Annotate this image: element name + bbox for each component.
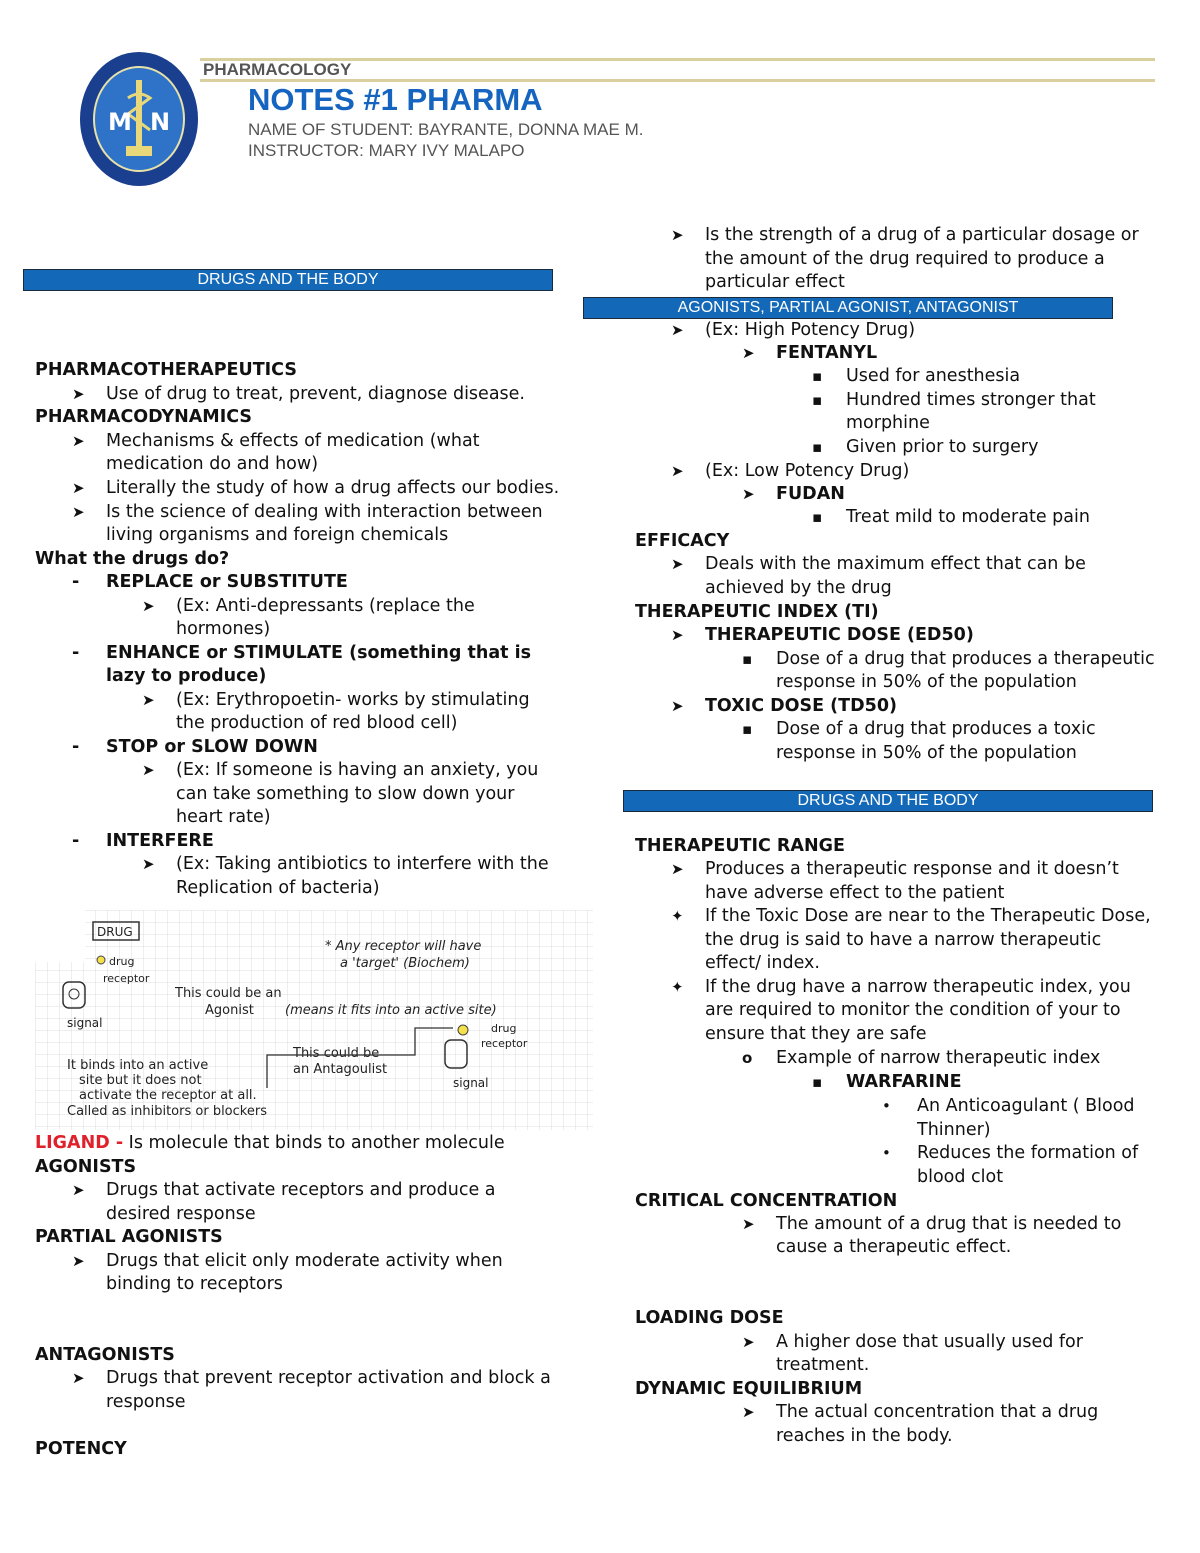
page-title: NOTES #1 PHARMA [248, 82, 543, 117]
sketch-label: receptor [481, 1037, 528, 1050]
list-item: Given prior to surgery [846, 437, 1039, 457]
list-item: Replication of bacteria) [176, 878, 380, 898]
section-bar-agonists: AGONISTS, PARTIAL AGONIST, ANTAGONIST [583, 297, 1113, 319]
heading-therapeutic-range: THERAPEUTIC RANGE [635, 836, 845, 856]
list-item: blood clot [917, 1167, 1004, 1187]
heading-pharmacodynamics: PHARMACODYNAMICS [35, 407, 252, 427]
list-item: The actual concentration that a drug [776, 1402, 1099, 1422]
arrow-bullet-icon: ➤ [142, 761, 155, 779]
circle-bullet-icon: o [742, 1049, 753, 1067]
student-name: NAME OF STUDENT: BAYRANTE, DONNA MAE M. [248, 120, 644, 139]
arrow-bullet-icon: ➤ [671, 626, 684, 644]
arrow-bullet-icon: ➤ [72, 432, 85, 450]
square-bullet-icon: ▪ [812, 1073, 823, 1091]
square-bullet-icon: ▪ [812, 367, 823, 385]
heading-partial-agonists: PARTIAL AGONISTS [35, 1227, 223, 1247]
dot-bullet-icon: • [882, 1097, 891, 1115]
list-item: Deals with the maximum effect that can be [705, 554, 1086, 574]
list-item: Is the science of dealing with interaction between [106, 502, 543, 522]
list-item: response in 50% of the population [776, 672, 1077, 692]
list-item: are required to monitor the condition of your to [705, 1000, 1121, 1020]
drug-name-warfarine: WARFARINE [846, 1072, 962, 1092]
arrow-bullet-icon: ➤ [671, 555, 684, 573]
list-item: Hundred times stronger that [846, 390, 1096, 410]
list-item: can take something to slow down your [176, 784, 515, 804]
list-item: Dose of a drug that produces a therapeutic [776, 649, 1155, 669]
list-item: Mechanisms & effects of medication (what [106, 431, 480, 451]
heading-antagonists: ANTAGONISTS [35, 1345, 175, 1365]
handwritten-sketch [35, 910, 593, 1130]
list-item: binding to receptors [106, 1274, 283, 1294]
sketch-note: (means it fits into an active site) [285, 1003, 497, 1018]
list-item: Is the strength of a drug of a particular dosage or [705, 225, 1139, 245]
list-item: cause a therapeutic effect. [776, 1237, 1012, 1257]
list-item: the drug is said to have a narrow therapeutic [705, 930, 1102, 950]
arrow-bullet-icon: ➤ [72, 1252, 85, 1270]
list-item: (Ex: If someone is having an anxiety, you [176, 760, 539, 780]
list-item: The amount of a drug that is needed to [776, 1214, 1122, 1234]
sketch-note: This could be an [175, 986, 282, 1001]
heading-pharmacotherapeutics: PHARMACOTHERAPEUTICS [35, 360, 297, 380]
square-bullet-icon: ▪ [742, 650, 753, 668]
list-item: An Anticoagulant ( Blood [917, 1096, 1135, 1116]
arrow-bullet-icon: ➤ [142, 691, 155, 709]
logo-letter-n: N [150, 108, 171, 136]
instructor-name: INSTRUCTOR: MARY IVY MALAPO [248, 141, 525, 160]
section-bar-drugs-body: DRUGS AND THE BODY [23, 269, 553, 291]
list-item: Example of narrow therapeutic index [776, 1048, 1101, 1068]
list-item: Drugs that activate receptors and produce a [106, 1180, 496, 1200]
subheading-stop: STOP or SLOW DOWN [106, 737, 318, 757]
list-item: Dose of a drug that produces a toxic [776, 719, 1096, 739]
sketch-label: drug [491, 1022, 517, 1035]
list-item: If the drug have a narrow therapeutic index, you [705, 977, 1131, 997]
list-item: hormones) [176, 619, 271, 639]
list-item: heart rate) [176, 807, 271, 827]
list-item: effect/ index. [705, 953, 820, 973]
list-item: (Ex: Low Potency Drug) [705, 461, 910, 481]
diamond-bullet-icon: ✦ [671, 978, 684, 996]
dash-bullet: - [72, 643, 80, 663]
list-item: achieved by the drug [705, 578, 892, 598]
arrow-bullet-icon: ➤ [671, 321, 684, 339]
section-bar-drugs-body-2: DRUGS AND THE BODY [623, 790, 1153, 812]
ligand-text: Is molecule that binds to another molecule [123, 1133, 505, 1153]
list-item: Thinner) [917, 1120, 991, 1140]
heading-what-drugs-do: What the drugs do? [35, 549, 230, 569]
arrow-bullet-icon: ➤ [72, 1181, 85, 1199]
sketch-note: an Antagoulist [293, 1062, 388, 1077]
logo-letter-m: M [108, 108, 132, 136]
list-item: A higher dose that usually used for [776, 1332, 1083, 1352]
sketch-note: Agonist [205, 1003, 254, 1018]
list-item: (Ex: High Potency Drug) [705, 320, 916, 340]
sketch-note: It binds into an active [67, 1058, 209, 1073]
ligand-definition [35, 1132, 505, 1156]
subject-label: PHARMACOLOGY [203, 60, 352, 79]
list-item: Used for anesthesia [846, 366, 1021, 386]
arrow-bullet-icon: ➤ [72, 385, 85, 403]
sketch-label: signal [453, 1076, 489, 1090]
list-item: Literally the study of how a drug affects our bodies. [106, 478, 560, 498]
sketch-note: This could be [293, 1046, 380, 1061]
subheading-enhance: ENHANCE or STIMULATE (something that is [106, 643, 532, 663]
school-logo [78, 50, 200, 188]
sketch-note: activate the receptor at all. [79, 1088, 257, 1103]
subheading-therapeutic-dose: THERAPEUTIC DOSE (ED50) [705, 625, 974, 645]
heading-loading-dose: LOADING DOSE [635, 1308, 784, 1328]
dash-bullet: - [72, 572, 80, 592]
dash-bullet: - [72, 831, 80, 851]
heading-agonists: AGONISTS [35, 1157, 137, 1177]
subheading-interfere: INTERFERE [106, 831, 214, 851]
arrow-bullet-icon: ➤ [671, 860, 684, 878]
list-item: desired response [106, 1204, 256, 1224]
arrow-bullet-icon: ➤ [742, 344, 755, 362]
drug-name-fudan: FUDAN [776, 484, 845, 504]
square-bullet-icon: ▪ [812, 438, 823, 456]
arrow-bullet-icon: ➤ [742, 1333, 755, 1351]
arrow-bullet-icon: ➤ [671, 226, 684, 244]
sketch-note: Called as inhibitors or blockers [67, 1104, 267, 1119]
arrow-bullet-icon: ➤ [742, 1215, 755, 1233]
list-item: Reduces the formation of [917, 1143, 1139, 1163]
heading-dynamic-equilibrium: DYNAMIC EQUILIBRIUM [635, 1379, 863, 1399]
arrow-bullet-icon: ➤ [671, 697, 684, 715]
sketch-label: signal [67, 1016, 103, 1030]
sketch-label: receptor [103, 972, 150, 985]
sketch-drug-box: DRUG [97, 925, 133, 939]
list-item: living organisms and foreign chemicals [106, 525, 449, 545]
dot-bullet-icon: • [882, 1144, 891, 1162]
list-item: medication do and how) [106, 454, 319, 474]
list-item: If the Toxic Dose are near to the Therapeutic Dose, [705, 906, 1151, 926]
square-bullet-icon: ▪ [812, 508, 823, 526]
drug-name-fentanyl: FENTANYL [776, 343, 878, 363]
heading-critical-concentration: CRITICAL CONCENTRATION [635, 1191, 898, 1211]
list-item: have adverse effect to the patient [705, 883, 1005, 903]
sketch-note: site but it does not [79, 1073, 202, 1088]
arrow-bullet-icon: ➤ [72, 503, 85, 521]
list-item: (Ex: Erythropoetin- works by stimulating [176, 690, 530, 710]
list-item: (Ex: Taking antibiotics to interfere with the [176, 854, 549, 874]
list-item: the production of red blood cell) [176, 713, 458, 733]
heading-efficacy: EFFICACY [635, 531, 730, 551]
square-bullet-icon: ▪ [742, 720, 753, 738]
subheading-enhance-cont: lazy to produce) [106, 666, 267, 686]
list-item: the amount of the drug required to produce a [705, 249, 1105, 269]
diamond-bullet-icon: ✦ [671, 907, 684, 925]
list-item: Produces a therapeutic response and it doesn’t [705, 859, 1119, 879]
arrow-bullet-icon: ➤ [72, 479, 85, 497]
sketch-note: * Any receptor will have [325, 939, 482, 954]
list-item: (Ex: Anti-depressants (replace the [176, 596, 475, 616]
list-item: Drugs that elicit only moderate activity when [106, 1251, 503, 1271]
subheading-replace: REPLACE or SUBSTITUTE [106, 572, 348, 592]
list-item: particular effect [705, 272, 845, 292]
ligand-label: LIGAND - [35, 1133, 124, 1153]
heading-potency: POTENCY [35, 1439, 127, 1459]
arrow-bullet-icon: ➤ [142, 597, 155, 615]
arrow-bullet-icon: ➤ [671, 462, 684, 480]
arrow-bullet-icon: ➤ [142, 855, 155, 873]
heading-therapeutic-index: THERAPEUTIC INDEX (TI) [635, 602, 879, 622]
list-item: reaches in the body. [776, 1426, 953, 1446]
subheading-toxic-dose: TOXIC DOSE (TD50) [705, 696, 897, 716]
list-item: treatment. [776, 1355, 870, 1375]
list-item: response [106, 1392, 186, 1412]
arrow-bullet-icon: ➤ [742, 485, 755, 503]
list-item: ensure that they are safe [705, 1024, 927, 1044]
arrow-bullet-icon: ➤ [742, 1403, 755, 1421]
sketch-note: a 'target' (Biochem) [340, 956, 470, 971]
list-item: morphine [846, 413, 930, 433]
square-bullet-icon: ▪ [812, 391, 823, 409]
sketch-label: drug [109, 955, 135, 968]
list-item: Treat mild to moderate pain [846, 507, 1090, 527]
list-item: Use of drug to treat, prevent, diagnose disease. [106, 384, 525, 404]
arrow-bullet-icon: ➤ [72, 1369, 85, 1387]
list-item: response in 50% of the population [776, 743, 1077, 763]
list-item: Drugs that prevent receptor activation and block a [106, 1368, 551, 1388]
dash-bullet: - [72, 737, 80, 757]
